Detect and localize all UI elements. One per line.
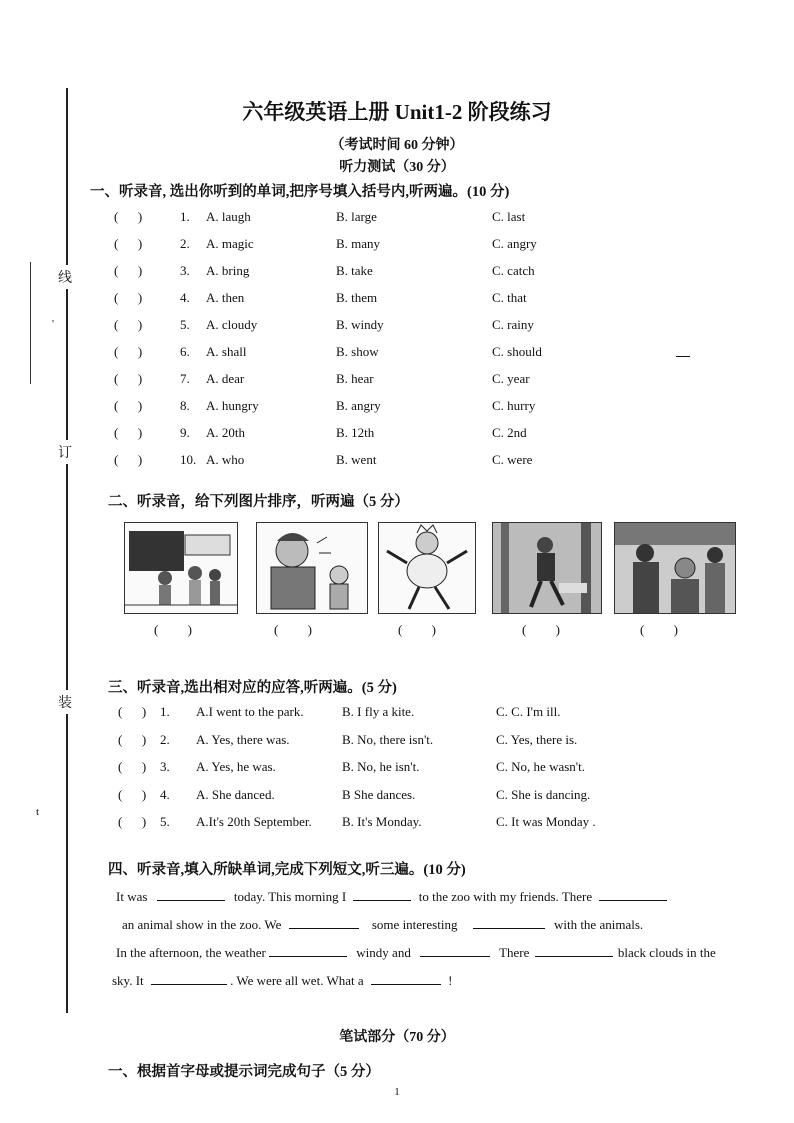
answer-paren[interactable]: ( ) [118, 814, 147, 829]
question-number: 7. [180, 371, 190, 386]
section3-heading: 三、听录音,选出相对应的应答,听两遍。(5 分) [108, 680, 397, 696]
option-b: B. went [336, 452, 377, 467]
option-c: C. It was Monday . [496, 814, 596, 829]
binding-char-ding: 订 [58, 440, 72, 464]
option-a: A. cloudy [206, 317, 258, 332]
option-b: B. No, he isn't. [342, 759, 420, 774]
option-b: B. 12th [336, 425, 375, 440]
answer-paren[interactable]: ( ) [118, 759, 147, 774]
listening-header: 听力测试（30 分） [339, 160, 455, 175]
binding-char-zhuang: 装 [58, 690, 72, 714]
question-number: 1. [180, 209, 190, 224]
option-c: C. year [492, 371, 530, 386]
option-c: C. that [492, 290, 527, 305]
picture-4-running-in-rain [492, 522, 602, 614]
question-number: 6. [180, 344, 190, 359]
option-b: B She dances. [342, 786, 416, 802]
answer-paren[interactable]: ( ) [114, 371, 143, 386]
passage-line-4: sky. It . We were all wet. What a ! [112, 973, 453, 988]
option-a: A. hungry [206, 398, 259, 413]
binding-mark: t [36, 806, 40, 818]
option-a: A. magic [206, 236, 254, 251]
answer-paren[interactable]: ( ) [114, 344, 143, 359]
option-c: C. No, he wasn't. [496, 759, 586, 774]
option-b: B. hear [336, 371, 374, 386]
answer-blank[interactable] [289, 916, 359, 929]
option-c: C. Yes, there is. [496, 731, 578, 747]
question-number: 5. [180, 317, 190, 332]
answer-paren[interactable]: ( ) [114, 236, 143, 251]
passage-line-3: In the afternoon, the weather windy and There black clouds in the [116, 945, 716, 960]
answer-paren[interactable]: ( ) [114, 290, 143, 305]
option-b: B. windy [336, 317, 384, 332]
answer-paren[interactable]: ( ) [118, 786, 147, 802]
section4-heading: 四、听录音,填入所缺单词,完成下列短文,听三遍。(10 分) [108, 862, 466, 878]
binding-margin-line [30, 262, 31, 384]
option-a: A. bring [206, 263, 250, 278]
option-a: A. dear [206, 371, 245, 386]
picture-order-paren[interactable]: ( ) [640, 622, 678, 637]
option-b: B. angry [336, 398, 381, 413]
option-b: B. take [336, 263, 373, 278]
option-a: A. Yes, he was. [196, 759, 276, 774]
page-title: 六年级英语上册 Unit1-2 阶段练习 [242, 100, 552, 124]
picture-order-paren[interactable]: ( ) [522, 622, 560, 637]
section2-heading: 二、听录音，给下列图片排序，听两遍（5 分） [108, 494, 409, 510]
option-b: B. them [336, 290, 378, 305]
answer-blank[interactable] [353, 888, 411, 901]
option-c: C. last [492, 209, 526, 224]
answer-blank[interactable] [535, 944, 613, 957]
option-a: A.It's 20th September. [196, 814, 312, 829]
option-c: C. rainy [492, 317, 534, 332]
option-a: A. laugh [206, 209, 251, 224]
answer-blank[interactable] [151, 972, 227, 985]
answer-paren[interactable]: ( ) [114, 317, 143, 332]
picture-5-family-group [614, 522, 736, 614]
binding-line [66, 88, 68, 1013]
option-a: A. who [206, 452, 245, 467]
option-c: C. catch [492, 263, 535, 278]
question-number: 3. [160, 759, 170, 774]
picture-order-paren[interactable]: ( ) [274, 622, 312, 637]
passage-line-1: It was today. This morning I to the zoo with my friends. There [116, 888, 667, 905]
option-a: A. shall [206, 344, 247, 359]
question-number: 2. [160, 731, 170, 747]
answer-paren[interactable]: ( ) [114, 209, 143, 224]
binding-mark: ' [52, 318, 54, 330]
question-number: 9. [180, 425, 190, 440]
binding-char-xian: 线 [58, 265, 72, 289]
answer-blank[interactable] [269, 944, 347, 957]
option-b: B. large [336, 209, 377, 224]
option-c: C. 2nd [492, 425, 527, 440]
option-c: C. She is dancing. [496, 786, 591, 802]
answer-paren[interactable]: ( ) [114, 398, 143, 413]
question-number: 10. [180, 452, 197, 467]
answer-blank[interactable] [157, 888, 225, 901]
question-number: 2. [180, 236, 190, 251]
option-c: C. angry [492, 236, 537, 251]
answer-paren[interactable]: ( ) [114, 425, 143, 440]
question-number: 3. [180, 263, 190, 278]
picture-2-angry-man-boy [256, 522, 368, 614]
passage-line-2: an animal show in the zoo. We some interesting with the animals. [122, 917, 644, 932]
option-a: A. then [206, 290, 245, 305]
option-b: B. show [336, 344, 379, 359]
answer-paren[interactable]: ( ) [118, 704, 147, 719]
stray-mark [676, 356, 690, 357]
option-b: B. No, there isn't. [342, 731, 434, 747]
option-a: A. 20th [206, 425, 245, 440]
question-number: 4. [180, 290, 190, 305]
exam-time: （考试时间 60 分钟） [330, 138, 464, 153]
question-number: 1. [160, 704, 170, 719]
answer-paren[interactable]: ( ) [118, 731, 147, 747]
answer-blank[interactable] [420, 944, 490, 957]
option-c: C. were [492, 452, 533, 467]
picture-3-dancing-man [378, 522, 476, 614]
answer-paren[interactable]: ( ) [114, 263, 143, 278]
option-b: B. I fly a kite. [342, 704, 415, 719]
picture-order-paren[interactable]: ( ) [154, 622, 192, 637]
picture-order-paren[interactable]: ( ) [398, 622, 436, 637]
written-header: 笔试部分（70 分） [339, 1030, 455, 1045]
option-a: A.I went to the park. [196, 704, 304, 719]
option-a: A. She danced. [196, 786, 275, 802]
option-c: C. should [492, 344, 542, 359]
question-number: 8. [180, 398, 190, 413]
page-number: 1 [394, 1086, 400, 1098]
answer-blank[interactable] [473, 916, 545, 929]
written-section1-heading: 一、根据首字母或提示词完成句子（5 分） [108, 1064, 380, 1080]
option-b: B. many [336, 236, 381, 251]
option-a: A. Yes, there was. [196, 731, 290, 747]
option-c: C. hurry [492, 398, 536, 413]
answer-paren[interactable]: ( ) [114, 452, 143, 467]
option-b: B. It's Monday. [342, 814, 422, 829]
option-c: C. C. I'm ill. [496, 704, 561, 719]
question-number: 4. [160, 786, 170, 802]
answer-blank[interactable] [599, 888, 667, 901]
picture-1-chalkboard-scene [124, 522, 238, 614]
section1-heading: 一、听录音, 选出你听到的单词,把序号填入括号内,听两遍。(10 分) [90, 184, 510, 200]
answer-blank[interactable] [371, 972, 441, 985]
question-number: 5. [160, 814, 170, 829]
